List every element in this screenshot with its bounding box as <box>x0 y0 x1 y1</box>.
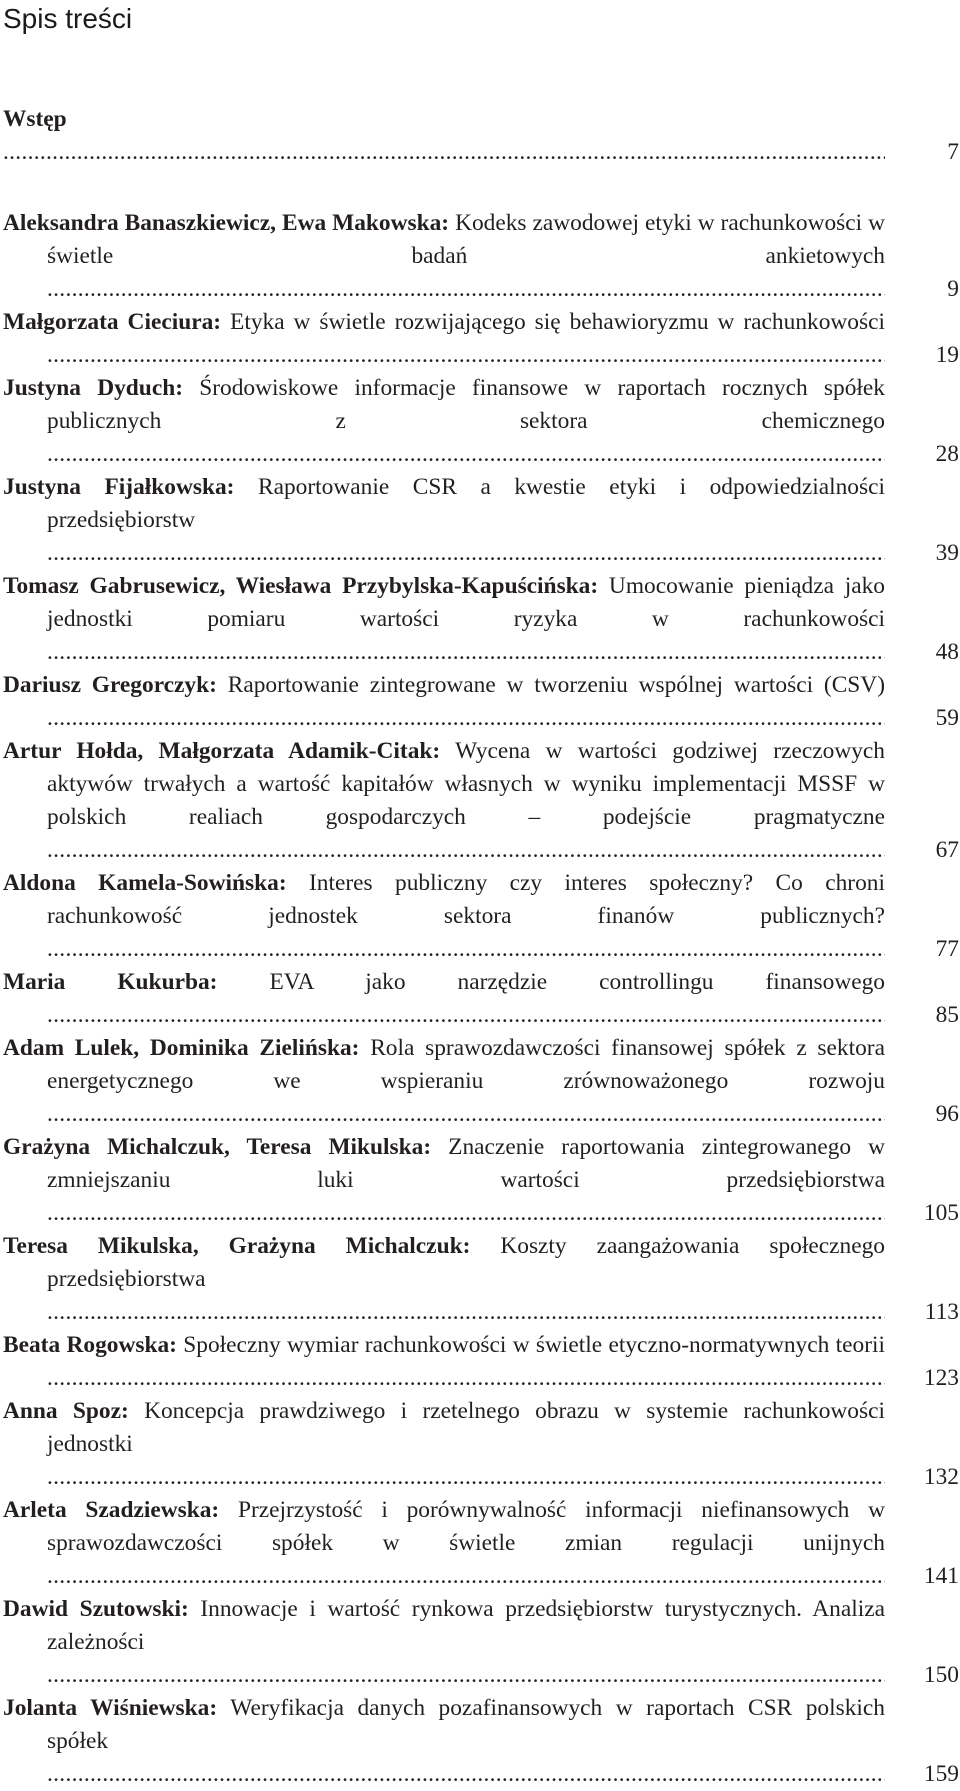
toc-entry-text <box>3 207 885 306</box>
toc-entry-title: Wycena w wartości godziwej rzeczowych aktywów trwałych a wartość kapitałów własnych w wyniku implementacji MSSF w polskich realiach gospodarczych – podejście pragmatyczne <box>47 738 885 830</box>
toc-page-number: 9 <box>947 276 959 302</box>
toc-page-number: 77 <box>935 936 959 962</box>
toc-page-number: 132 <box>923 1464 959 1490</box>
toc-entry-title: Rola sprawozdawczości finansowej spółek z sektora energetycznego we wspieraniu zrównoważonego rozwoju <box>47 1035 885 1094</box>
toc-entry-title: Koszty zaangażowania społecznego przedsiębiorstwa <box>47 1233 885 1292</box>
toc-entry-title: Raportowanie CSR a kwestie etyki i odpowiedzialności przedsiębiorstw <box>47 474 885 533</box>
toc-page-number: 7 <box>947 139 959 165</box>
toc-entry[interactable] <box>3 570 960 669</box>
toc-entry[interactable] <box>3 1230 960 1329</box>
toc-page-number: 96 <box>935 1101 959 1127</box>
toc-entry-author: Jolanta Wiśniewska: <box>3 1695 218 1721</box>
toc-page-number: 19 <box>935 342 959 368</box>
page-title: Spis treści <box>3 3 133 34</box>
toc-entry-text <box>3 1692 885 1791</box>
toc-entry-text <box>3 669 885 735</box>
toc-entry-text <box>3 1593 885 1692</box>
toc-entry-text <box>3 1395 885 1494</box>
toc-entry-text <box>3 1329 885 1395</box>
toc-entry-title: Koncepcja prawdziwego i rzetelnego obrazu w systemie rachunkowości jednostki <box>47 1398 885 1457</box>
toc-entry-title: Umocowanie pieniądza jako jednostki pomiaru wartości ryzyka w rachunkowości <box>47 573 885 632</box>
toc-entry-text <box>3 306 885 372</box>
toc-entry-title: EVA jako narzędzie controllingu finansowego <box>269 969 885 995</box>
toc-entry[interactable] <box>3 372 960 471</box>
toc-entry-author: Justyna Fijałkowska: <box>3 474 235 500</box>
toc-entry-title: Interes publiczny czy interes społeczny? Co chroni rachunkowość jednostek sektora finanów publicznych? <box>47 870 885 929</box>
toc-entry-author: Arleta Szadziewska: <box>3 1497 220 1523</box>
toc-page-number: 150 <box>923 1662 959 1688</box>
toc-entry-author: Aleksandra Banaszkiewicz, Ewa Makowska: <box>3 210 450 236</box>
toc-entry[interactable] <box>3 207 960 306</box>
toc-entry-author: Teresa Mikulska, Grażyna Michalczuk: <box>3 1233 471 1259</box>
toc-entry-text <box>3 1032 885 1131</box>
toc-entry[interactable] <box>3 735 960 867</box>
toc-entry-title: Społeczny wymiar rachunkowości w świetle etyczno-normatywnych teorii <box>183 1332 885 1358</box>
toc-page-number: 39 <box>935 540 959 566</box>
toc-entry-author: Maria Kukurba: <box>3 969 218 995</box>
toc-entry-title: Przejrzystość i porównywalność informacji niefinansowych w sprawozdawczości spółek w świetle zmian regulacji unijnych <box>47 1497 885 1556</box>
toc-entry[interactable] <box>3 1395 960 1494</box>
toc-entry[interactable] <box>3 1692 960 1791</box>
toc-entry-author: Artur Hołda, Małgorzata Adamik-Citak: <box>3 738 441 764</box>
toc-entry-title: Etyka w świetle rozwijającego się behawioryzmu w rachunkowości <box>230 309 885 335</box>
table-of-contents <box>3 103 960 1791</box>
toc-page-number: 85 <box>935 1002 959 1028</box>
toc-entry-title: Weryfikacja danych pozafinansowych w raportach CSR polskich spółek <box>47 1695 885 1754</box>
toc-entry-author: Dariusz Gregorczyk: <box>3 672 217 698</box>
toc-entry[interactable] <box>3 1032 960 1131</box>
toc-entry-label: Wstęp <box>3 106 67 132</box>
toc-entry-author: Anna Spoz: <box>3 1398 129 1424</box>
toc-entry-author: Dawid Szutowski: <box>3 1596 189 1622</box>
toc-entry-text <box>3 1131 885 1230</box>
toc-entry-text <box>3 570 885 669</box>
toc-entry[interactable] <box>3 966 960 1032</box>
toc-entry[interactable] <box>3 1329 960 1395</box>
toc-entry-text <box>3 471 885 570</box>
toc-entry-text <box>3 103 885 169</box>
toc-entry-author: Aldona Kamela-Sowińska: <box>3 870 287 896</box>
toc-entry-author: Grażyna Michalczuk, Teresa Mikulska: <box>3 1134 432 1160</box>
toc-page-number: 141 <box>923 1563 959 1589</box>
toc-entry-text <box>3 1230 885 1329</box>
toc-page-number: 48 <box>935 639 959 665</box>
toc-entry-title: Raportowanie zintegrowane w tworzeniu wspólnej wartości (CSV) <box>227 672 885 698</box>
toc-entry[interactable] <box>3 669 960 735</box>
toc-entry-intro[interactable] <box>3 103 960 169</box>
toc-entry[interactable] <box>3 867 960 966</box>
toc-page-number: 123 <box>923 1365 959 1391</box>
toc-entry-author: Małgorzata Cieciura: <box>3 309 222 335</box>
toc-entry[interactable] <box>3 306 960 372</box>
toc-entry[interactable] <box>3 1494 960 1593</box>
toc-entry-author: Beata Rogowska: <box>3 1332 177 1358</box>
toc-entry[interactable] <box>3 1131 960 1230</box>
toc-page-number: 28 <box>935 441 959 467</box>
toc-entry-text <box>3 966 885 1032</box>
toc-page-number: 105 <box>923 1200 959 1226</box>
toc-entry-author: Adam Lulek, Dominika Zielińska: <box>3 1035 360 1061</box>
toc-entry[interactable] <box>3 471 960 570</box>
toc-page-number: 67 <box>935 837 959 863</box>
toc-entry-text <box>3 867 885 966</box>
toc-entry-author: Tomasz Gabrusewicz, Wiesława Przybylska-Kapuścińska: <box>3 573 599 599</box>
toc-entry-author: Justyna Dyduch: <box>3 375 183 401</box>
toc-entry-text <box>3 735 885 867</box>
toc-entry-text <box>3 372 885 471</box>
toc-entry-title: Znaczenie raportowania zintegrowanego w zmniejszaniu luki wartości przedsiębiorstwa <box>47 1134 885 1193</box>
toc-entry-title: Innowacje i wartość rynkowa przedsiębiorstw turystycznych. Analiza zależności <box>47 1596 885 1655</box>
toc-entry-text <box>3 1494 885 1593</box>
toc-page-number: 159 <box>923 1761 959 1787</box>
toc-entry-title: Kodeks zawodowej etyki w rachunkowości w świetle badań ankietowych <box>47 210 885 269</box>
toc-entry[interactable] <box>3 1593 960 1692</box>
toc-entry-title: Środowiskowe informacje finansowe w raportach rocznych spółek publicznych z sektora chemicznego <box>47 375 885 434</box>
toc-page-number: 113 <box>924 1299 959 1325</box>
toc-page-number: 59 <box>935 705 959 731</box>
